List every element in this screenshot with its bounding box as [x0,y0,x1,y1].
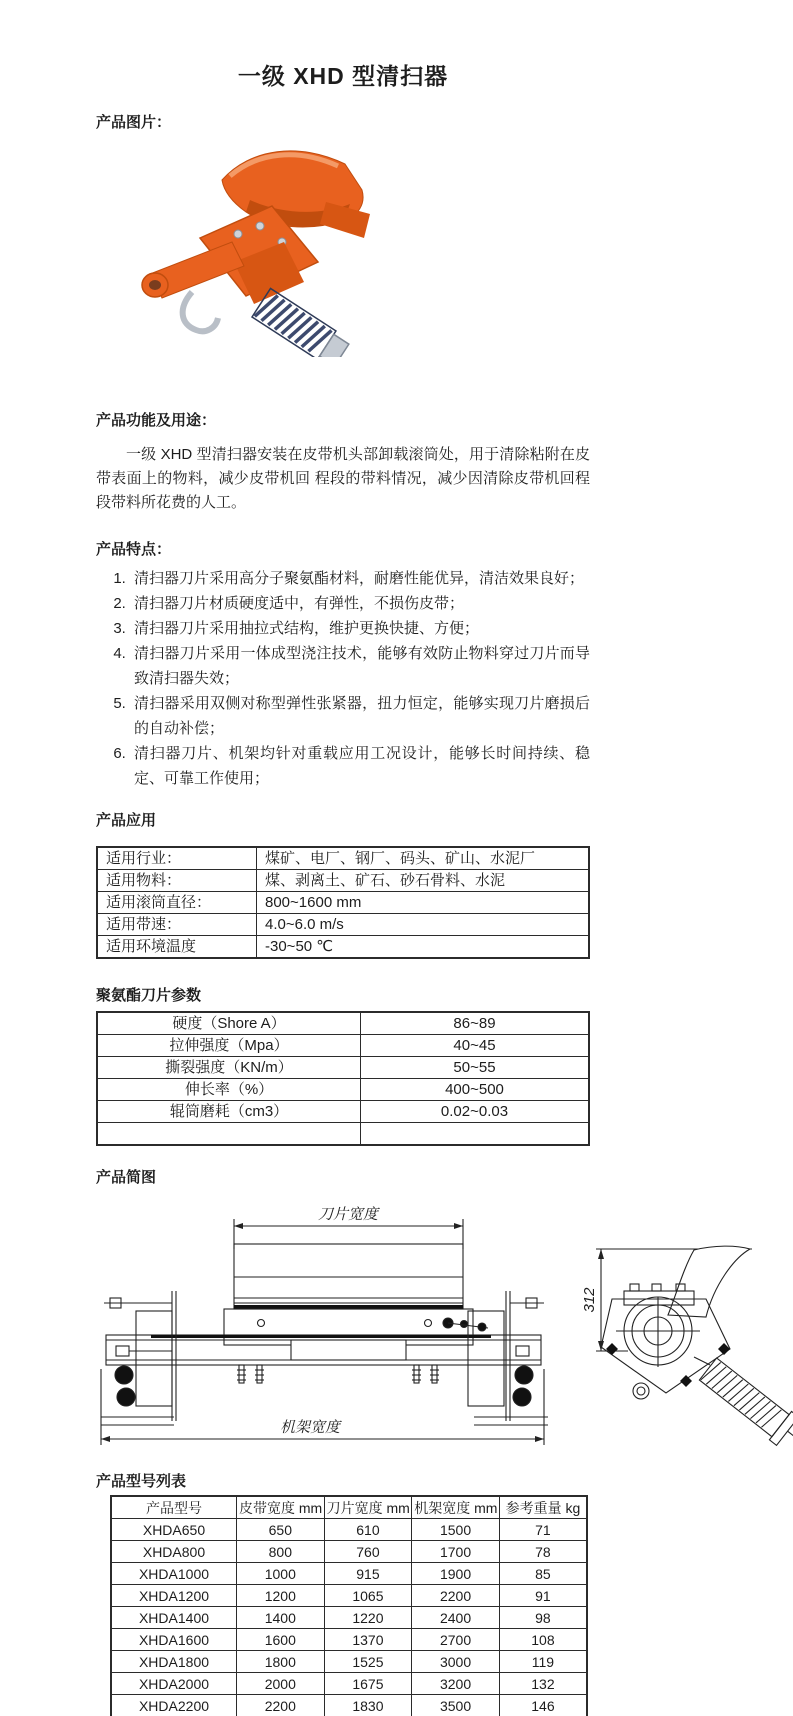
table-row [111,1651,587,1673]
features-list [96,566,590,791]
cell: 2400 [412,1607,500,1629]
table-row [97,1123,589,1146]
cell: XHDA800 [111,1541,237,1563]
cell: 610 [324,1519,412,1541]
cell: 78 [499,1541,587,1563]
blade-params-heading: 聚氨酯刀片参数 [96,987,202,1004]
cell: 1900 [412,1563,500,1585]
cell: 1220 [324,1607,412,1629]
feature-item: 5. 清扫器采用双侧对称型弹性张紧器，扭力恒定，能够实现刀片磨损后的自动补偿； [130,691,590,741]
table-row [111,1563,587,1585]
side-height-label: 312 [581,1287,598,1313]
cell: 915 [324,1563,412,1585]
cell: 硬度（Shore A） [97,1012,361,1035]
cell: 2200 [237,1695,325,1716]
cell: 1700 [412,1541,500,1563]
application-heading: 产品应用 [96,812,157,829]
cell: 2700 [412,1629,500,1651]
feature-item: 2. 清扫器刀片材质硬度适中，有弹性，不损伤皮带； [130,591,590,616]
cell: 3000 [412,1651,500,1673]
blade-width-label: 刀片宽度 [317,1206,379,1223]
cell: -30~50 ℃ [257,936,590,959]
cell: 适用行业： [97,847,257,870]
frame-width-label: 机架宽度 [279,1419,341,1436]
header-cell: 产品型号 [111,1496,237,1519]
cell: 1800 [237,1651,325,1673]
blade-params-table [96,1011,590,1146]
cell: 煤、剥离土、矿石、砂石骨料、水泥 [257,870,590,892]
cell: XHDA2200 [111,1695,237,1716]
cell: XHDA1800 [111,1651,237,1673]
cell: 辊筒磨耗（cm3） [97,1101,361,1123]
table-row [97,914,589,936]
models-heading: 产品型号列表 [96,1473,187,1490]
cell: 146 [499,1695,587,1716]
cell: 71 [499,1519,587,1541]
cell: 108 [499,1629,587,1651]
cell: 800~1600 mm [257,892,590,914]
cell: 1675 [324,1673,412,1695]
cell: 400~500 [361,1079,590,1101]
cell: 40~45 [361,1035,590,1057]
cell: 1400 [237,1607,325,1629]
cell: 适用滚筒直径： [97,892,257,914]
function-paragraph: 一级 XHD 型清扫器安装在皮带机头部卸载滚筒处，用于清除粘附在皮带表面上的物料，减少皮带机回 程段的带料情况，减少因清除皮带机回程段带料所花费的人工。 [96,446,590,511]
table-row [111,1607,587,1629]
cell: 煤矿、电厂、钢厂、码头、矿山、水泥厂 [257,847,590,870]
table-header-row [111,1496,587,1519]
cell: 86~89 [361,1012,590,1035]
table-row [97,870,589,892]
cell: 1200 [237,1585,325,1607]
cell: 650 [237,1519,325,1541]
cell: 3200 [412,1673,500,1695]
table-row [97,1057,589,1079]
cell: 800 [237,1541,325,1563]
cell: 1000 [237,1563,325,1585]
product-diagram [96,1199,793,1457]
table-row [97,1012,589,1035]
feature-item: 6. 清扫器刀片、机架均针对重载应用工况设计，能够长时间持续、稳定、可靠工作使用； [130,741,590,791]
page-title: 一级 XHD 型清扫器 [237,63,449,89]
cell: 1830 [324,1695,412,1716]
table-row [111,1585,587,1607]
cell: 4.0~6.0 m/s [257,914,590,936]
cell: 2000 [237,1673,325,1695]
cell: 适用物料： [97,870,257,892]
cell: 2200 [412,1585,500,1607]
cell: 适用环境温度 [97,936,257,959]
cell: 伸长率（%） [97,1079,361,1101]
cell [97,1123,361,1146]
feature-item: 3. 清扫器刀片采用抽拉式结构，维护更换快捷、方便； [130,616,590,641]
cell: 1500 [412,1519,500,1541]
feature-item: 1. 清扫器刀片采用高分子聚氨酯材料，耐磨性能优异，清洁效果良好； [130,566,590,591]
features-heading: 产品特点： [96,541,172,558]
cell: 1065 [324,1585,412,1607]
cell: 1600 [237,1629,325,1651]
cell: 91 [499,1585,587,1607]
models-table [110,1495,588,1716]
technical-drawing [96,1199,793,1457]
product-image-heading: 产品图片： [96,114,172,131]
header-cell: 刀片宽度 mm [324,1496,412,1519]
product-photo [130,142,380,357]
cell: XHDA1400 [111,1607,237,1629]
application-table [96,846,590,959]
cell: 132 [499,1673,587,1695]
cell: 撕裂强度（KN/m） [97,1057,361,1079]
feature-item: 4. 清扫器刀片采用一体成型浇注技术，能够有效防止物料穿过刀片而导致清扫器失效； [130,641,590,691]
table-row [97,892,589,914]
cell: 3500 [412,1695,500,1716]
cell: XHDA1600 [111,1629,237,1651]
table-row [97,847,589,870]
cell: XHDA1200 [111,1585,237,1607]
cell: 拉伸强度（Mpa） [97,1035,361,1057]
table-row [111,1695,587,1716]
cell [361,1123,590,1146]
cell: 0.02~0.03 [361,1101,590,1123]
table-row [97,1079,589,1101]
cell: 适用带速： [97,914,257,936]
cell: 1370 [324,1629,412,1651]
table-row [111,1541,587,1563]
diagram-heading: 产品简图 [96,1169,157,1186]
cell: 85 [499,1563,587,1585]
cell: 98 [499,1607,587,1629]
table-row [97,936,589,959]
function-heading: 产品功能及用途： [96,412,217,429]
cell: 50~55 [361,1057,590,1079]
table-row [97,1101,589,1123]
table-row [97,1035,589,1057]
header-cell: 皮带宽度 mm [237,1496,325,1519]
cell: XHDA650 [111,1519,237,1541]
document-content [96,0,598,1716]
cell: 760 [324,1541,412,1563]
cell: 1525 [324,1651,412,1673]
table-row [111,1673,587,1695]
header-cell: 机架宽度 mm [412,1496,500,1519]
table-row [111,1519,587,1541]
cell: XHDA2000 [111,1673,237,1695]
product-photo-illustration [130,142,380,357]
cell: XHDA1000 [111,1563,237,1585]
table-row [111,1629,587,1651]
header-cell: 参考重量 kg [499,1496,587,1519]
cell: 119 [499,1651,587,1673]
